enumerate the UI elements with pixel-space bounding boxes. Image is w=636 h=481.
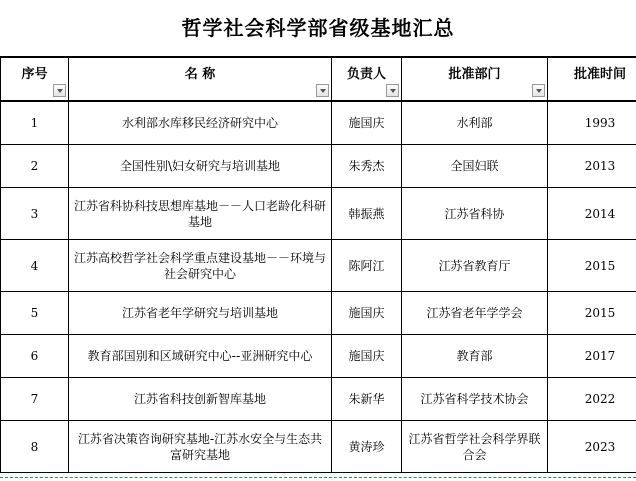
cell-index[interactable]: 2 (1, 145, 69, 188)
cell-index[interactable]: 1 (1, 101, 69, 145)
header-name-label: 名 称 (184, 67, 216, 82)
table-row (1, 292, 636, 335)
table-row (1, 240, 636, 292)
cell-name[interactable]: 江苏高校哲学社会科学重点建设基地－－环境与社会研究中心 (69, 240, 332, 292)
page-break-line (0, 477, 636, 478)
cell-leader[interactable]: 朱秀杰 (332, 145, 402, 188)
cell-name[interactable]: 水利部水库移民经济研究中心 (69, 101, 332, 145)
cell-index[interactable]: 3 (1, 188, 69, 240)
cell-year[interactable]: 1993 (548, 101, 636, 145)
cell-leader[interactable]: 施国庆 (332, 101, 402, 145)
header-name (69, 57, 332, 101)
cell-dept[interactable]: 水利部 (402, 101, 548, 145)
header-dept-label: 批准部门 (448, 67, 501, 82)
cell-leader[interactable]: 韩振燕 (332, 188, 402, 240)
header-leader-label: 负责人 (346, 67, 386, 82)
table-row (1, 335, 636, 378)
cell-leader[interactable]: 施国庆 (332, 292, 402, 335)
cell-index[interactable]: 4 (1, 240, 69, 292)
header-row (1, 57, 636, 101)
cell-name[interactable]: 江苏省决策咨询研究基地-江苏水安全与生态共富研究基地 (69, 421, 332, 473)
cell-dept[interactable]: 江苏省教育厅 (402, 240, 548, 292)
filter-dropdown-icon[interactable] (386, 84, 399, 97)
cell-year[interactable]: 2017 (548, 335, 636, 378)
cell-name[interactable]: 江苏省科技创新智库基地 (69, 378, 332, 421)
cell-index[interactable]: 8 (1, 421, 69, 473)
cell-year[interactable]: 2013 (548, 145, 636, 188)
cell-dept[interactable]: 江苏省科协 (402, 188, 548, 240)
base-summary-table (0, 56, 636, 473)
filter-dropdown-icon[interactable] (53, 84, 66, 97)
table-row (1, 101, 636, 145)
cell-year[interactable]: 2015 (548, 240, 636, 292)
cell-index[interactable]: 6 (1, 335, 69, 378)
header-index-label: 序号 (21, 67, 48, 82)
header-year (548, 57, 636, 101)
header-leader (332, 57, 402, 101)
cell-leader[interactable]: 施国庆 (332, 335, 402, 378)
table-row (1, 188, 636, 240)
table-row (1, 145, 636, 188)
filter-dropdown-icon[interactable] (316, 84, 329, 97)
cell-dept[interactable]: 全国妇联 (402, 145, 548, 188)
cell-year[interactable]: 2014 (548, 188, 636, 240)
header-index (1, 57, 69, 101)
cell-leader[interactable]: 陈阿江 (332, 240, 402, 292)
cell-dept[interactable]: 教育部 (402, 335, 548, 378)
cell-name[interactable]: 教育部国别和区域研究中心--亚洲研究中心 (69, 335, 332, 378)
cell-year[interactable]: 2022 (548, 378, 636, 421)
cell-leader[interactable]: 朱新华 (332, 378, 402, 421)
cell-dept[interactable]: 江苏省哲学社会科学界联合会 (402, 421, 548, 473)
header-year-label: 批准时间 (573, 67, 626, 82)
cell-dept[interactable]: 江苏省科学技术协会 (402, 378, 548, 421)
cell-name[interactable]: 江苏省老年学研究与培训基地 (69, 292, 332, 335)
cell-year[interactable]: 2023 (548, 421, 636, 473)
cell-year[interactable]: 2015 (548, 292, 636, 335)
sheet-title: 哲学社会科学部省级基地汇总 (181, 16, 455, 40)
table-row (1, 378, 636, 421)
header-dept (402, 57, 548, 101)
cell-leader[interactable]: 黄涛珍 (332, 421, 402, 473)
table-row (1, 421, 636, 473)
cell-name[interactable]: 江苏省科协科技思想库基地－－人口老龄化科研基地 (69, 188, 332, 240)
cell-index[interactable]: 5 (1, 292, 69, 335)
cell-name[interactable]: 全国性别\妇女研究与培训基地 (69, 145, 332, 188)
cell-dept[interactable]: 江苏省老年学学会 (402, 292, 548, 335)
filter-dropdown-icon[interactable] (532, 84, 545, 97)
cell-index[interactable]: 7 (1, 378, 69, 421)
